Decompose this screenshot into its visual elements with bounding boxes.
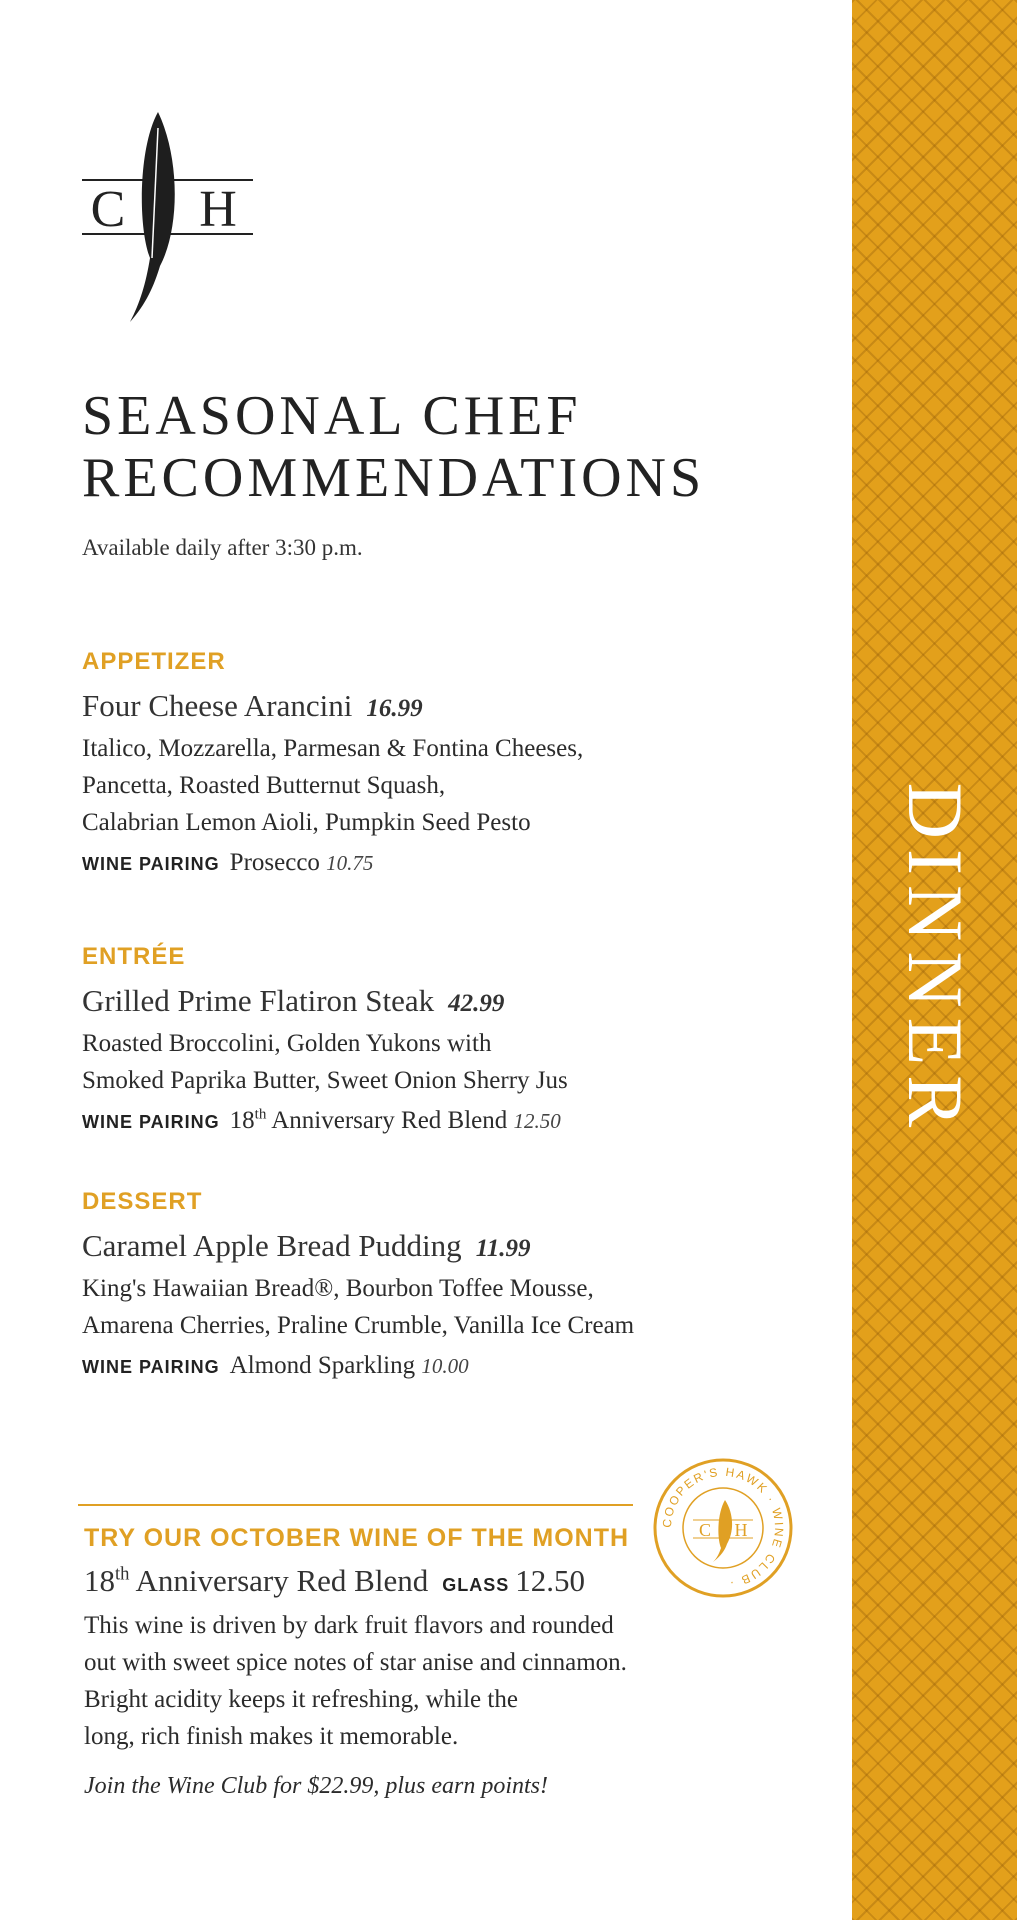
description-line: Amarena Cherries, Praline Crumble, Vanilla Ice Cream bbox=[82, 1312, 635, 1339]
description-line: Calabrian Lemon Aioli, Pumpkin Seed Pesto bbox=[82, 809, 531, 836]
section-dessert bbox=[82, 1188, 782, 1380]
wine-pairing-name: Almond Sparkling bbox=[229, 1352, 416, 1379]
sidebar-title: DINNER bbox=[891, 782, 979, 1138]
glass-label: GLASS bbox=[442, 1575, 510, 1595]
wine-of-month-heading: TRY OUR OCTOBER WINE OF THE MONTH bbox=[84, 1524, 630, 1552]
seal-letter-c: C bbox=[698, 1520, 712, 1540]
description-line: Pancetta, Roasted Butternut Squash, bbox=[82, 772, 446, 799]
wine-pairing-name: Anniversary Red Blend bbox=[271, 1107, 508, 1134]
wine-pairing-label: WINE PAIRING bbox=[82, 1357, 220, 1377]
description-line: King's Hawaiian Bread®, Bourbon Toffee Mousse, bbox=[82, 1275, 594, 1302]
description-line: Smoked Paprika Butter, Sweet Onion Sherry Jus bbox=[82, 1067, 568, 1094]
wine-pairing-ordinal: th bbox=[254, 1106, 267, 1123]
section-appetizer bbox=[82, 648, 782, 877]
wine-of-month-description bbox=[84, 1607, 784, 1755]
description-line: This wine is driven by dark fruit flavors and rounded bbox=[84, 1612, 614, 1639]
wine-of-month-divider bbox=[78, 1504, 633, 1506]
dish-line bbox=[82, 983, 782, 1019]
wine-pairing bbox=[82, 849, 782, 877]
wine-of-month-name: Anniversary Red Blend bbox=[135, 1563, 429, 1598]
dish-price: 11.99 bbox=[475, 1235, 531, 1262]
logo-letter-c: C bbox=[90, 181, 126, 238]
wine-pairing-price: 10.00 bbox=[421, 1354, 469, 1378]
wine-of-month-ordinal: th bbox=[115, 1563, 130, 1585]
wine-pairing-price: 12.50 bbox=[513, 1109, 561, 1133]
availability-note: Available daily after 3:30 p.m. bbox=[82, 535, 363, 560]
feather-icon bbox=[130, 112, 175, 322]
wine-pairing-name: Prosecco bbox=[229, 849, 320, 876]
wine-club-cta: Join the Wine Club for $22.99, plus earn points! bbox=[84, 1773, 548, 1799]
seal-ring-text: COOPER'S HAWK · WINE CLUB · bbox=[659, 1464, 787, 1591]
glass-price: 12.50 bbox=[515, 1563, 585, 1598]
description-line: long, rich finish makes it memorable. bbox=[84, 1723, 459, 1750]
dish-description bbox=[82, 1270, 782, 1344]
page-title bbox=[82, 385, 705, 509]
seal-letter-h: H bbox=[734, 1520, 748, 1540]
dish-name: Grilled Prime Flatiron Steak bbox=[82, 983, 435, 1018]
wine-pairing-label: WINE PAIRING bbox=[82, 1112, 220, 1132]
section-heading: DESSERT bbox=[82, 1188, 203, 1215]
page-title-line-2: RECOMMENDATIONS bbox=[82, 447, 706, 509]
wine-pairing-number: 18 bbox=[229, 1107, 255, 1134]
cooper-hawk-logo bbox=[80, 108, 255, 323]
description-line: out with sweet spice notes of star anise and cinnamon. bbox=[84, 1649, 627, 1676]
dish-price: 16.99 bbox=[366, 695, 423, 722]
wine-pairing bbox=[82, 1107, 782, 1135]
dinner-sidebar bbox=[852, 0, 1017, 1920]
dish-line bbox=[82, 1228, 782, 1264]
wine-of-month-number: 18 bbox=[84, 1563, 115, 1598]
wine-of-month-line bbox=[84, 1563, 784, 1599]
section-entree bbox=[82, 943, 782, 1135]
section-heading: APPETIZER bbox=[82, 648, 226, 675]
wine-of-the-month bbox=[84, 1524, 784, 1800]
dish-line bbox=[82, 688, 782, 724]
dish-name: Four Cheese Arancini bbox=[82, 688, 353, 723]
dish-description bbox=[82, 1025, 782, 1099]
page-title-line-1: SEASONAL CHEF bbox=[82, 385, 582, 447]
wine-pairing-price: 10.75 bbox=[326, 851, 374, 875]
description-line: Bright acidity keeps it refreshing, while the bbox=[84, 1686, 518, 1713]
logo-letter-h: H bbox=[199, 181, 237, 238]
dish-description bbox=[82, 730, 782, 841]
wine-pairing-label: WINE PAIRING bbox=[82, 854, 220, 874]
description-line: Italico, Mozzarella, Parmesan & Fontina Cheeses, bbox=[82, 735, 584, 762]
description-line: Roasted Broccolini, Golden Yukons with bbox=[82, 1030, 492, 1057]
wine-pairing bbox=[82, 1352, 782, 1380]
section-heading: ENTRÉE bbox=[82, 943, 186, 970]
dish-price: 42.99 bbox=[448, 990, 505, 1017]
dish-name: Caramel Apple Bread Pudding bbox=[82, 1228, 462, 1263]
